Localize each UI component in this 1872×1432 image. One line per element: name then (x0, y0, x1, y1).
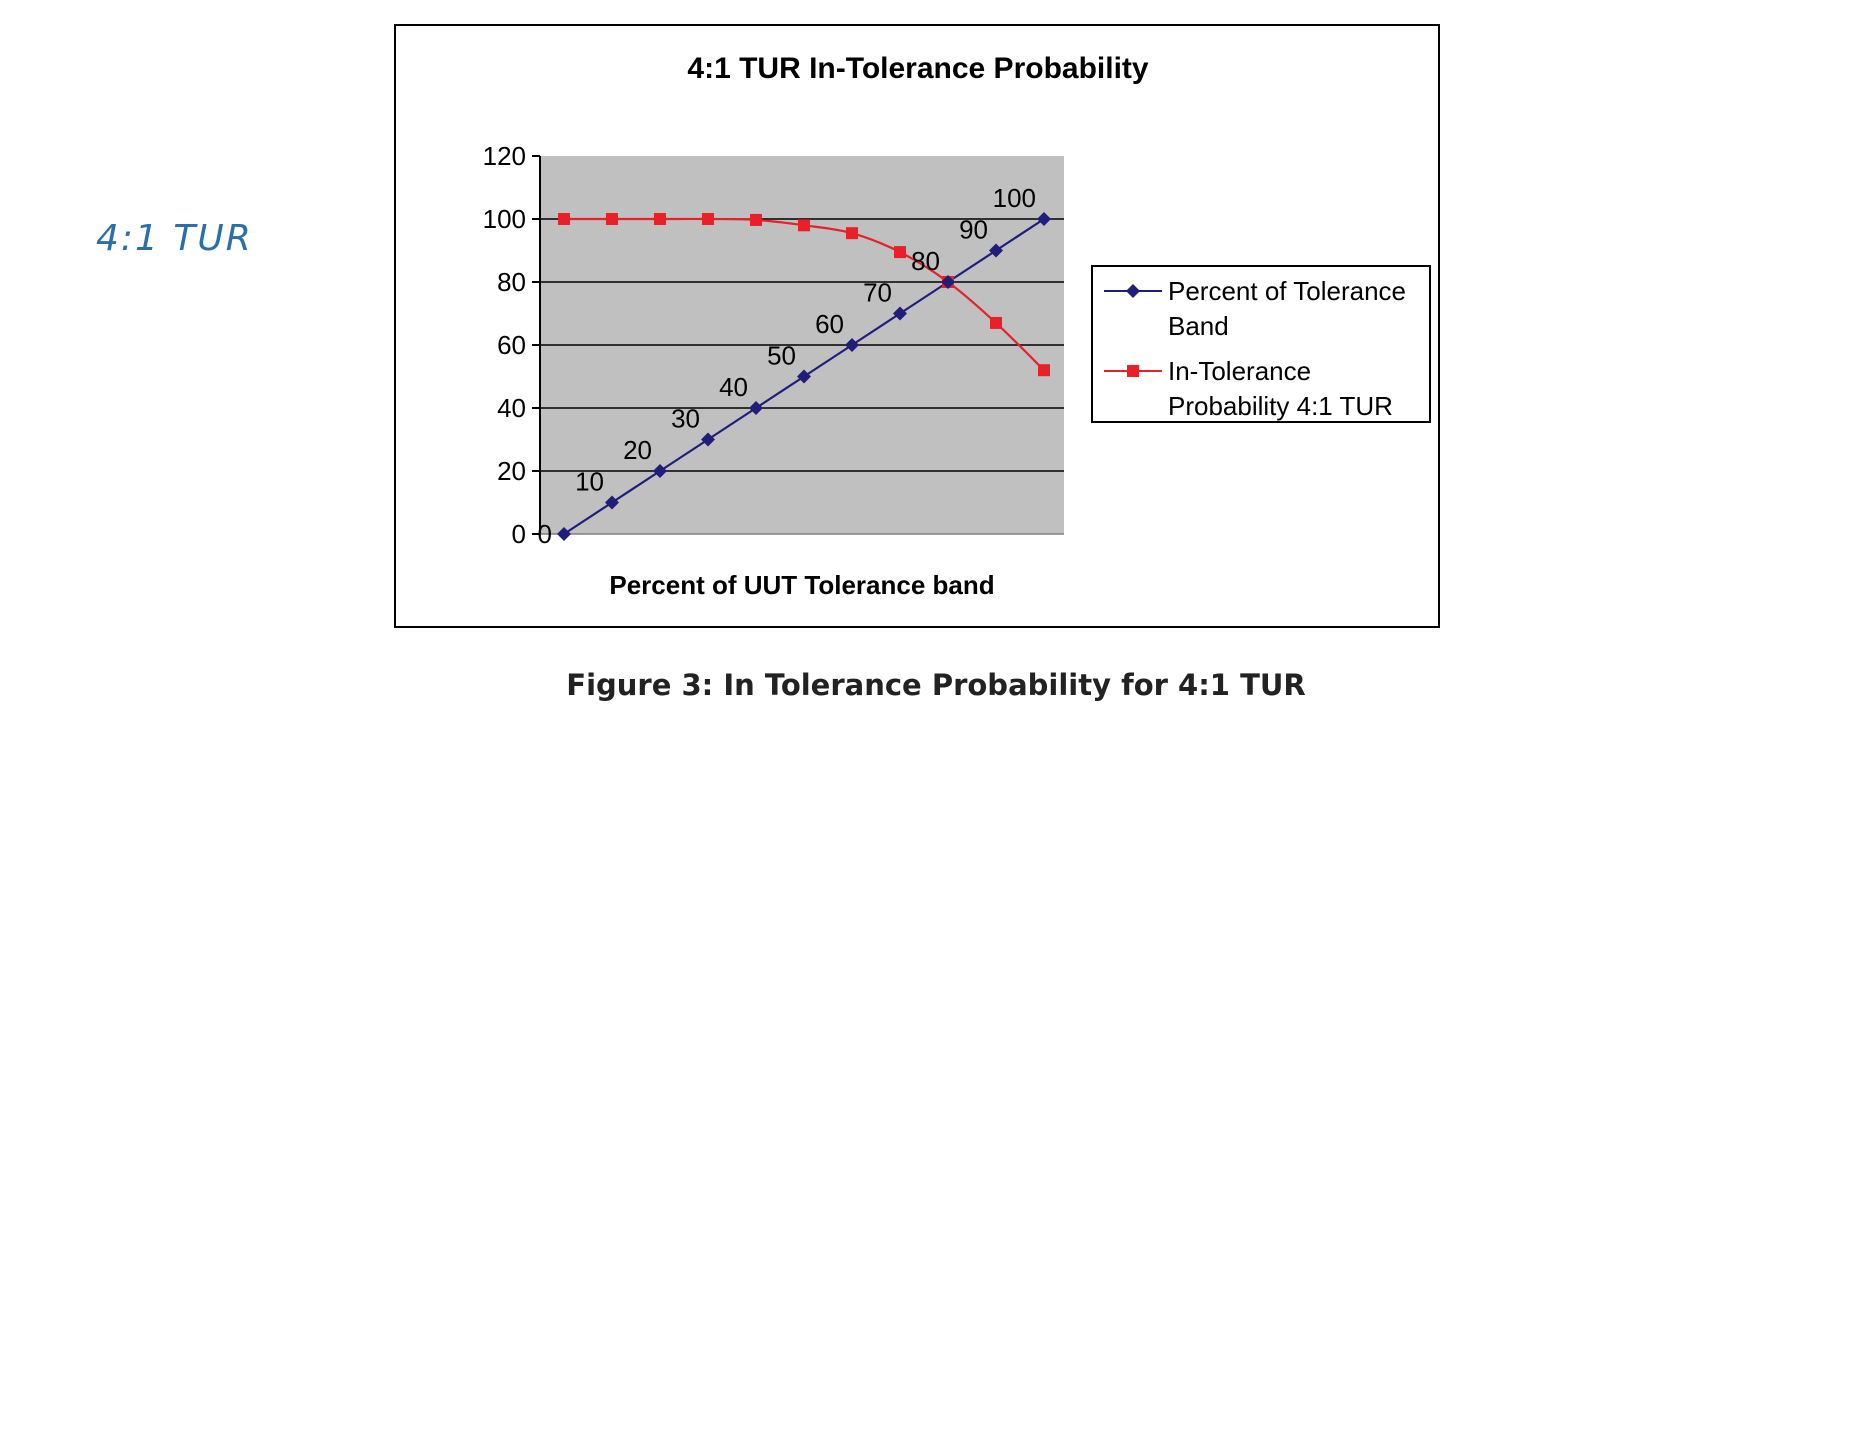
y-tick-label: 20 (497, 456, 526, 486)
x-axis-label: Percent of UUT Tolerance band (609, 570, 995, 600)
y-tick-label: 100 (482, 204, 526, 234)
series-2-point (750, 214, 762, 226)
series-2-point (798, 219, 810, 231)
series-1-data-label: 30 (671, 403, 700, 434)
legend-series-1-line-1: Percent of Tolerance (1168, 276, 1406, 306)
series-2-point (654, 213, 666, 225)
legend-series-2-line-1: In-Tolerance (1168, 356, 1312, 386)
chart-title: 4:1 TUR In-Tolerance Probability (687, 52, 1149, 85)
side-label: 4:1 TUR (96, 218, 253, 259)
series-2-point (558, 213, 570, 225)
series-2-point (990, 317, 1002, 329)
series-1-data-label: 60 (815, 309, 844, 339)
series-1-data-label: 70 (863, 277, 892, 308)
series-2-point (846, 227, 858, 239)
chart (396, 26, 1438, 626)
series-1-data-label: 0 (537, 519, 552, 549)
series-1-data-label: 20 (623, 435, 652, 465)
series-2-point (894, 246, 906, 258)
y-tick-label: 40 (497, 393, 526, 423)
series-1-data-label: 50 (767, 340, 796, 371)
series-1-data-label: 90 (959, 214, 988, 245)
y-tick-label: 60 (497, 330, 526, 360)
y-tick-label: 0 (511, 519, 526, 549)
y-tick-label: 80 (497, 267, 526, 297)
legend-series-2-marker (1127, 365, 1139, 377)
chart-frame (394, 24, 1440, 628)
series-2-point (702, 213, 714, 225)
series-1-data-label: 80 (911, 246, 940, 276)
legend-series-2-line-2: Probability 4:1 TUR (1168, 391, 1393, 421)
legend (1092, 266, 1430, 422)
y-tick-label: 120 (482, 141, 526, 171)
series-1-data-label: 10 (575, 466, 604, 497)
series-1-data-label: 100 (992, 183, 1036, 213)
legend-series-1-line-2: Band (1168, 311, 1229, 341)
series-2-point (606, 213, 618, 225)
figure-caption: Figure 3: In Tolerance Probability for 4:1 TUR (566, 668, 1306, 702)
series-1-data-label: 40 (719, 372, 748, 402)
series-2-point (1038, 364, 1050, 376)
